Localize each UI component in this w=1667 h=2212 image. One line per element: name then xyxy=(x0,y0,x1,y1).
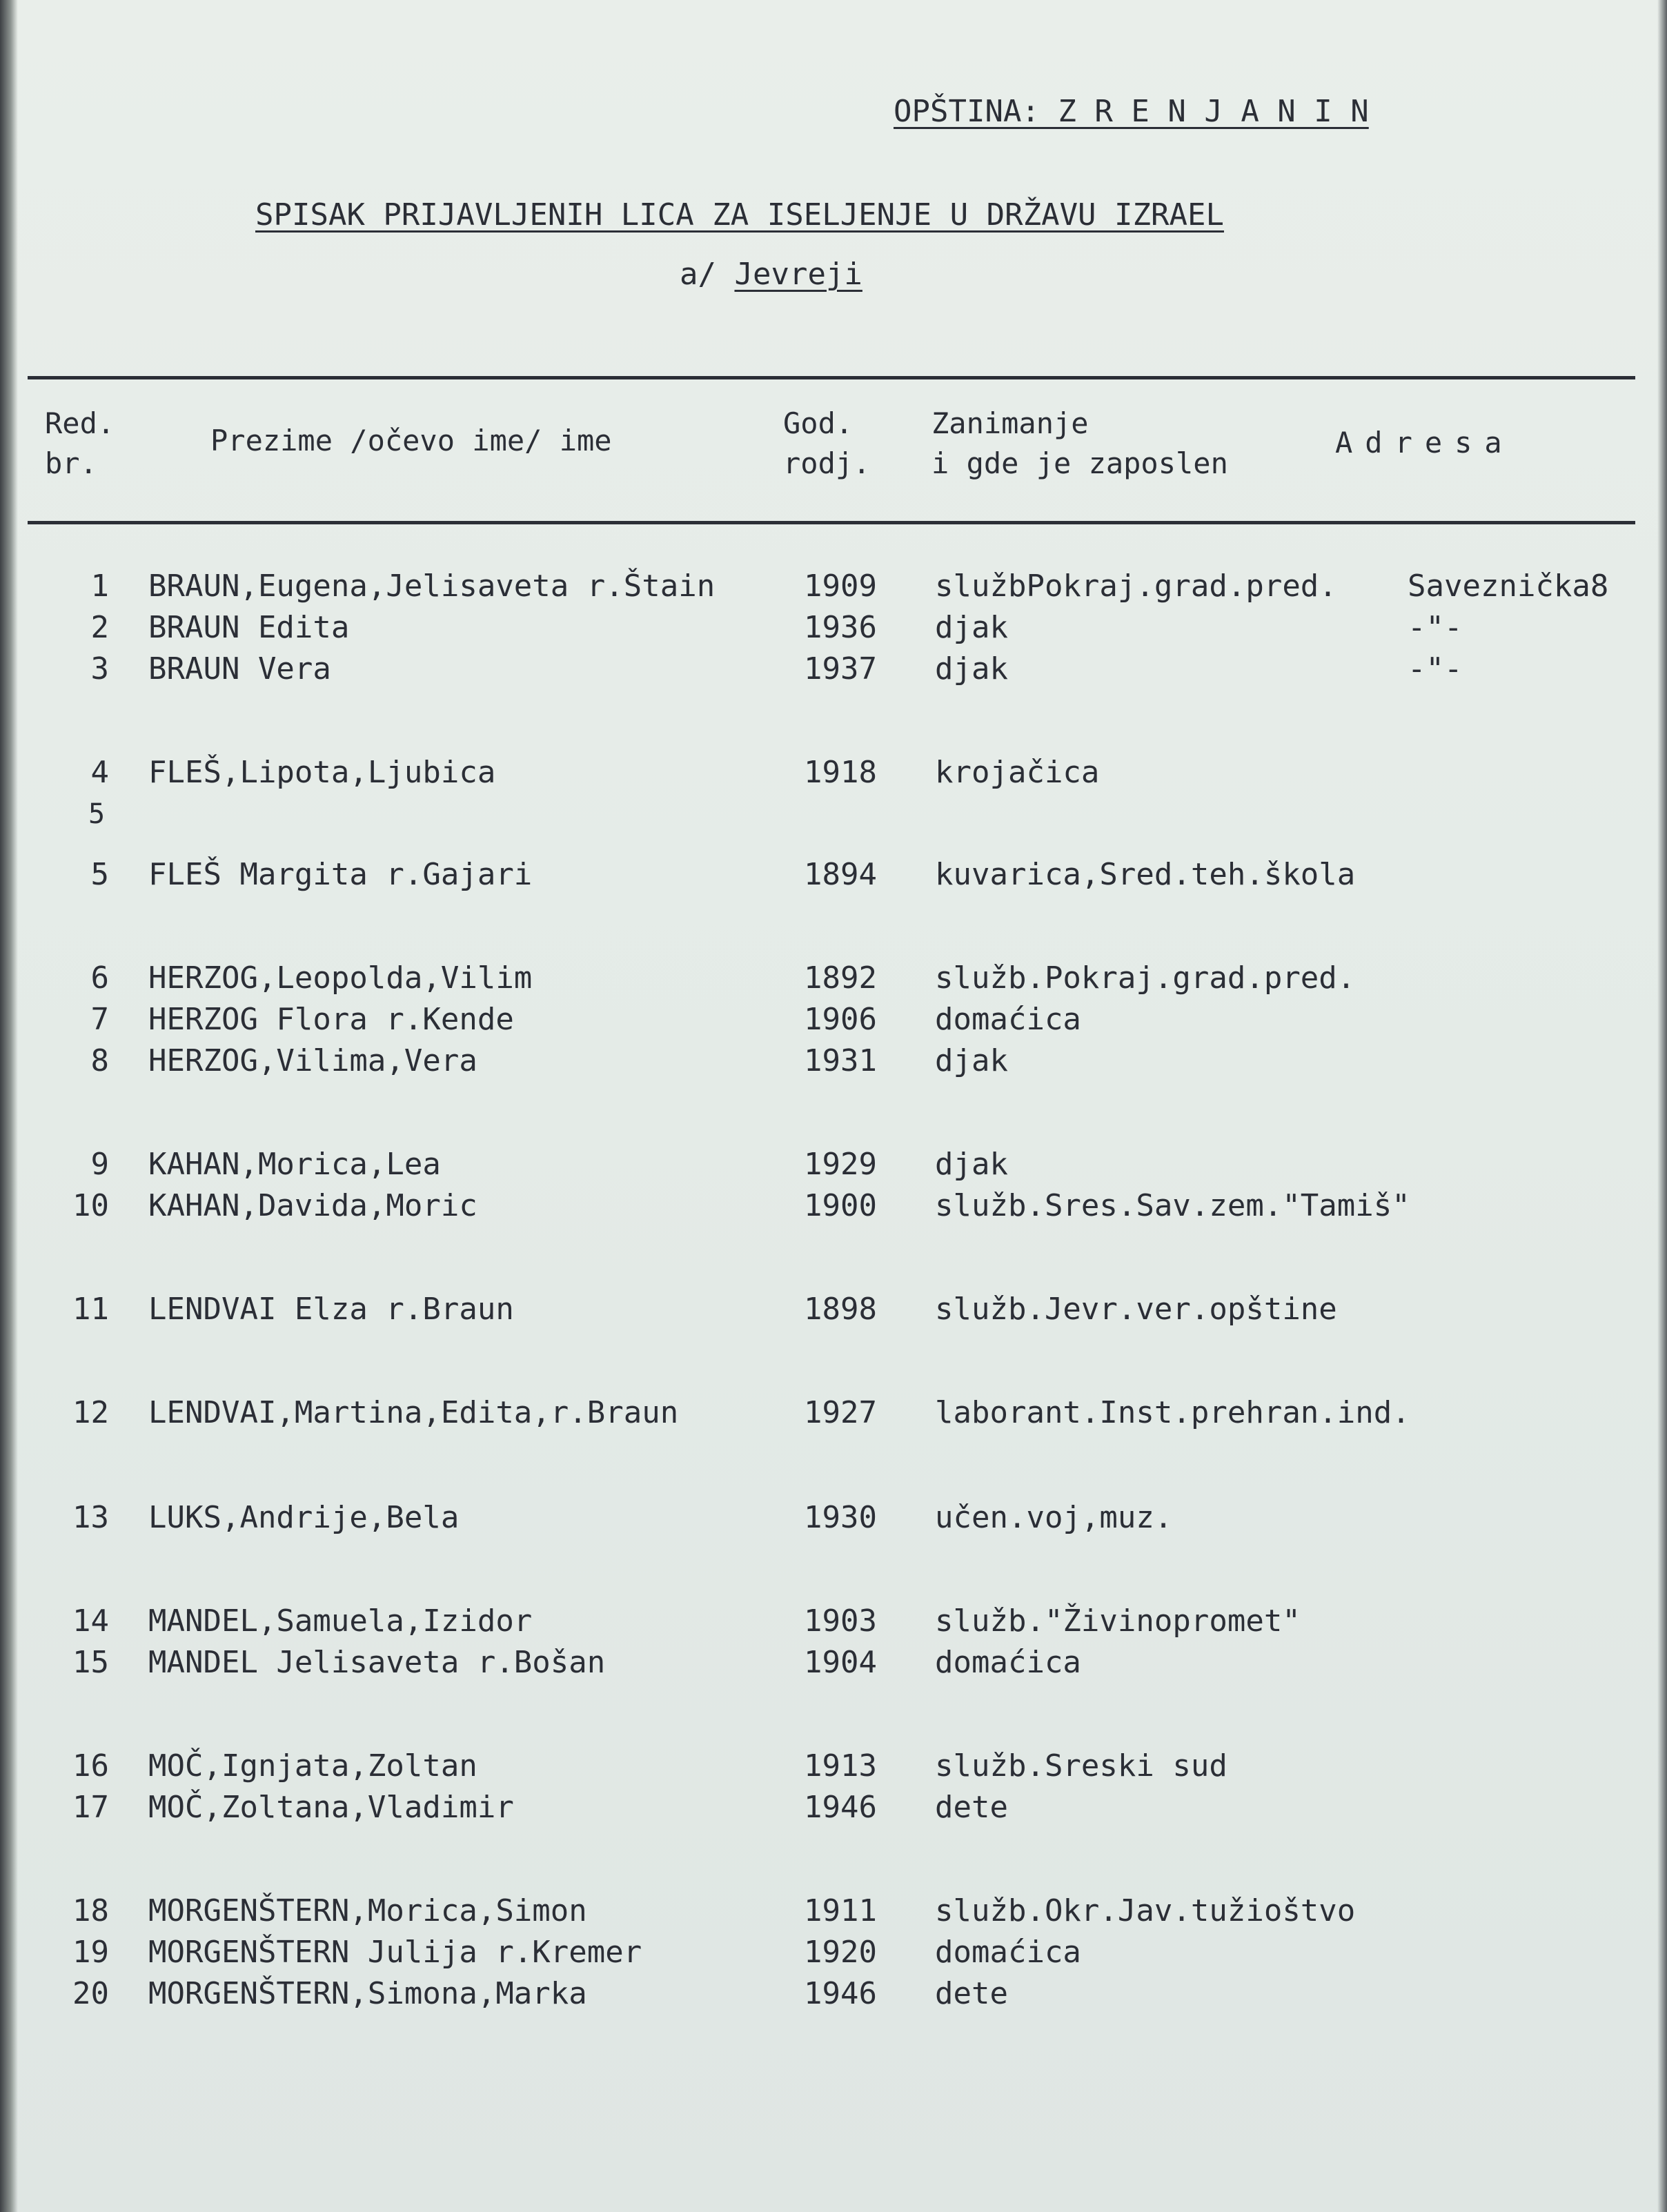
birth-year: 1892 xyxy=(804,960,877,996)
row-number: 3 xyxy=(90,651,109,687)
column-header-address: Adresa xyxy=(1335,426,1515,460)
occupation: učen.voj,muz. xyxy=(935,1500,1173,1535)
subtitle-prefix: a/ xyxy=(680,257,735,292)
list-item xyxy=(0,1289,1667,1330)
list-item xyxy=(0,1746,1667,1787)
list-item xyxy=(0,1392,1667,1434)
row-number: 18 xyxy=(72,1893,109,1928)
person-name: MORGENŠTERN,Simona,Marka xyxy=(148,1976,587,2011)
list-item xyxy=(0,1144,1667,1185)
municipality-heading: OPŠTINA: Z R E N J A N I N xyxy=(894,94,1369,129)
row-number: 10 xyxy=(72,1188,109,1223)
person-name: MORGENŠTERN Julija r.Kremer xyxy=(148,1935,642,1970)
row-number: 2 xyxy=(90,610,109,645)
birth-year: 1920 xyxy=(804,1935,877,1970)
row-number: 14 xyxy=(72,1603,109,1639)
occupation: služb."Živinopromet" xyxy=(935,1603,1301,1639)
occupation: djak xyxy=(935,1043,1008,1078)
list-item xyxy=(0,1890,1667,1932)
stray-typed-mark: 5 xyxy=(88,798,106,830)
list-item xyxy=(0,854,1667,896)
occupation: djak xyxy=(935,651,1008,687)
birth-year: 1918 xyxy=(804,755,877,790)
person-name: LUKS,Andrije,Bela xyxy=(148,1500,460,1535)
address: -"- xyxy=(1408,610,1463,645)
birth-year: 1894 xyxy=(804,857,877,892)
subtitle-text: Jevreji xyxy=(734,257,862,292)
row-number: 12 xyxy=(72,1395,109,1430)
person-name: HERZOG Flora r.Kende xyxy=(148,1002,514,1037)
column-header-year: God. rodj. xyxy=(783,406,871,480)
occupation: djak xyxy=(935,610,1008,645)
list-item xyxy=(0,752,1667,793)
row-number: 15 xyxy=(72,1645,109,1680)
row-number: 5 xyxy=(90,857,109,892)
occupation: služb.Okr.Jav.tužioštvo xyxy=(935,1893,1356,1928)
person-name: KAHAN,Morica,Lea xyxy=(148,1147,441,1182)
person-name: FLEŠ Margita r.Gajari xyxy=(148,857,533,892)
row-number: 17 xyxy=(72,1790,109,1825)
row-number: 7 xyxy=(90,1002,109,1037)
scan-edge-right xyxy=(1657,0,1667,2212)
birth-year: 1911 xyxy=(804,1893,877,1928)
list-item xyxy=(0,1973,1667,2015)
row-number: 19 xyxy=(72,1935,109,1970)
occupation: dete xyxy=(935,1976,1008,2011)
occupation: dete xyxy=(935,1790,1008,1825)
birth-year: 1904 xyxy=(804,1645,877,1680)
birth-year: 1931 xyxy=(804,1043,877,1078)
birth-year: 1909 xyxy=(804,569,877,604)
occupation: domaćica xyxy=(935,1935,1081,1970)
table-header-rule xyxy=(28,521,1635,524)
birth-year: 1937 xyxy=(804,651,877,687)
birth-year: 1927 xyxy=(804,1395,877,1430)
occupation: služb.Sreski sud xyxy=(935,1748,1227,1784)
person-name: MOČ,Zoltana,Vladimir xyxy=(148,1790,514,1825)
list-item xyxy=(0,1932,1667,1973)
occupation: krojačica xyxy=(935,755,1100,790)
person-name: MANDEL,Samuela,Izidor xyxy=(148,1603,533,1639)
column-header-name: Prezime /očevo ime/ ime xyxy=(210,424,612,457)
row-number: 4 xyxy=(90,755,109,790)
birth-year: 1903 xyxy=(804,1603,877,1639)
list-item xyxy=(0,1185,1667,1227)
row-number: 9 xyxy=(90,1147,109,1182)
birth-year: 1946 xyxy=(804,1790,877,1825)
column-header-occupation: Zanimanje i gde je zaposlen xyxy=(931,406,1228,480)
occupation: djak xyxy=(935,1147,1008,1182)
person-name: LENDVAI Elza r.Braun xyxy=(148,1292,514,1327)
table-top-rule xyxy=(28,376,1635,379)
list-item xyxy=(0,1040,1667,1082)
occupation: kuvarica,Sred.teh.škola xyxy=(935,857,1356,892)
person-name: MOČ,Ignjata,Zoltan xyxy=(148,1748,477,1784)
row-number: 8 xyxy=(90,1043,109,1078)
occupation: služb.Jevr.ver.opštine xyxy=(935,1292,1337,1327)
document-subtitle xyxy=(680,259,862,290)
person-name: HERZOG,Leopolda,Vilim xyxy=(148,960,533,996)
person-name: MORGENŠTERN,Morica,Simon xyxy=(148,1893,587,1928)
document-title: SPISAK PRIJAVLJENIH LICA ZA ISELJENJE U DRŽAVU IZRAEL xyxy=(255,197,1224,233)
person-name: MANDEL Jelisaveta r.Bošan xyxy=(148,1645,606,1680)
occupation: služb.Pokraj.grad.pred. xyxy=(935,960,1356,996)
row-number: 16 xyxy=(72,1748,109,1784)
row-number: 11 xyxy=(72,1292,109,1327)
birth-year: 1936 xyxy=(804,610,877,645)
list-item xyxy=(0,1787,1667,1828)
occupation: laborant.Inst.prehran.ind. xyxy=(935,1395,1410,1430)
list-item xyxy=(0,999,1667,1040)
person-name: BRAUN Edita xyxy=(148,610,350,645)
address: Saveznička8 xyxy=(1408,569,1609,604)
occupation: domaćica xyxy=(935,1645,1081,1680)
birth-year: 1929 xyxy=(804,1147,877,1182)
row-number: 13 xyxy=(72,1500,109,1535)
person-name: LENDVAI,Martina,Edita,r.Braun xyxy=(148,1395,679,1430)
person-name: FLEŠ,Lipota,Ljubica xyxy=(148,755,496,790)
list-item xyxy=(0,566,1667,607)
row-number: 6 xyxy=(90,960,109,996)
list-item xyxy=(0,1601,1667,1642)
birth-year: 1913 xyxy=(804,1748,877,1784)
person-name: BRAUN,Eugena,Jelisaveta r.Štain xyxy=(148,569,716,604)
birth-year: 1946 xyxy=(804,1976,877,2011)
occupation: služb.Sres.Sav.zem."Tamiš" xyxy=(935,1188,1410,1223)
birth-year: 1906 xyxy=(804,1002,877,1037)
row-number: 20 xyxy=(72,1976,109,2011)
row-number: 1 xyxy=(90,569,109,604)
list-item xyxy=(0,607,1667,649)
list-item xyxy=(0,1497,1667,1539)
person-name: BRAUN Vera xyxy=(148,651,331,687)
list-item xyxy=(0,958,1667,999)
list-item xyxy=(0,649,1667,690)
birth-year: 1930 xyxy=(804,1500,877,1535)
person-name: KAHAN,Davida,Moric xyxy=(148,1188,477,1223)
occupation: domaćica xyxy=(935,1002,1081,1037)
scan-edge-left xyxy=(0,0,18,2212)
list-item xyxy=(0,1642,1667,1683)
column-header-nr: Red. br. xyxy=(45,406,115,480)
address: -"- xyxy=(1408,651,1463,687)
person-name: HERZOG,Vilima,Vera xyxy=(148,1043,477,1078)
birth-year: 1898 xyxy=(804,1292,877,1327)
occupation: službPokraj.grad.pred. xyxy=(935,569,1337,604)
birth-year: 1900 xyxy=(804,1188,877,1223)
